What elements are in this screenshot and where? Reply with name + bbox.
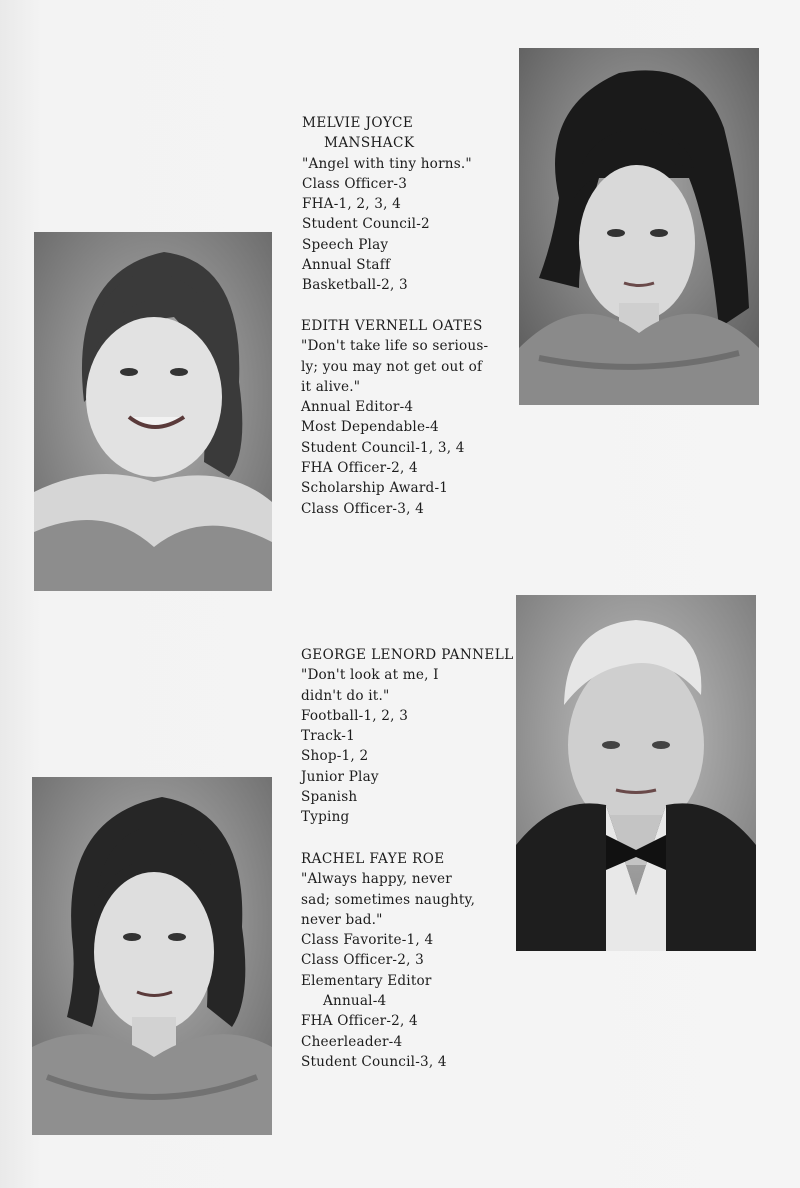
activity: Class Officer-2, 3 — [301, 952, 424, 969]
student-quote: "Always happy, never — [301, 871, 452, 888]
activity: Most Dependable-4 — [301, 419, 439, 436]
activity: Spanish — [301, 789, 358, 806]
activity: Student Council-3, 4 — [301, 1053, 447, 1070]
student-quote: ly; you may not get out of — [301, 358, 483, 375]
bio-melvie-manshack — [302, 113, 472, 296]
student-quote: "Don't take life so serious- — [301, 338, 489, 355]
bio-rachel-roe — [301, 849, 475, 1072]
activity: FHA-1, 2, 3, 4 — [302, 196, 402, 213]
student-quote: it alive." — [301, 378, 361, 395]
activity: Class Favorite-1, 4 — [301, 932, 434, 949]
activity: Annual-4 — [323, 993, 387, 1010]
activity: Speech Play — [302, 236, 389, 253]
portrait-george-pannell — [516, 595, 756, 951]
activity: Junior Play — [301, 768, 379, 785]
activity: Basketball-2, 3 — [302, 277, 408, 294]
student-quote: "Don't look at me, I — [301, 667, 439, 684]
activity: FHA Officer-2, 4 — [301, 460, 418, 477]
activity: Class Officer-3, 4 — [301, 500, 424, 517]
portrait-melvie-manshack — [519, 48, 759, 405]
student-quote: "Angel with tiny horns." — [302, 155, 472, 172]
student-quote: never bad." — [301, 911, 383, 928]
activity: Track-1 — [301, 728, 355, 745]
portrait-rachel-roe — [32, 777, 272, 1135]
activity: Annual Staff — [302, 257, 391, 274]
student-name: EDITH VERNELL OATES — [301, 318, 483, 334]
student-name: GEORGE LENORD PANNELL — [301, 647, 514, 663]
activity: Typing — [301, 809, 350, 826]
student-name: RACHEL FAYE ROE — [301, 851, 445, 867]
activity: Cheerleader-4 — [301, 1033, 403, 1050]
activity: Class Officer-3 — [302, 175, 408, 192]
student-name: MELVIE JOYCE — [302, 115, 414, 131]
activity: Annual Editor-4 — [301, 399, 414, 416]
student-name-continued: MANSHACK — [324, 135, 415, 152]
activity: Student Council-1, 3, 4 — [301, 439, 465, 456]
activity: Shop-1, 2 — [301, 748, 369, 765]
student-quote: didn't do it." — [301, 687, 390, 704]
activity: Football-1, 2, 3 — [301, 707, 409, 724]
student-quote: sad; sometimes naughty, — [301, 891, 476, 908]
activity: Elementary Editor — [301, 972, 432, 989]
activity: FHA Officer-2, 4 — [301, 1013, 418, 1030]
activity: Scholarship Award-1 — [301, 480, 449, 497]
bio-edith-oates — [301, 316, 488, 519]
portrait-edith-oates — [34, 232, 272, 591]
bio-george-pannell — [301, 645, 514, 828]
activity: Student Council-2 — [302, 216, 430, 233]
